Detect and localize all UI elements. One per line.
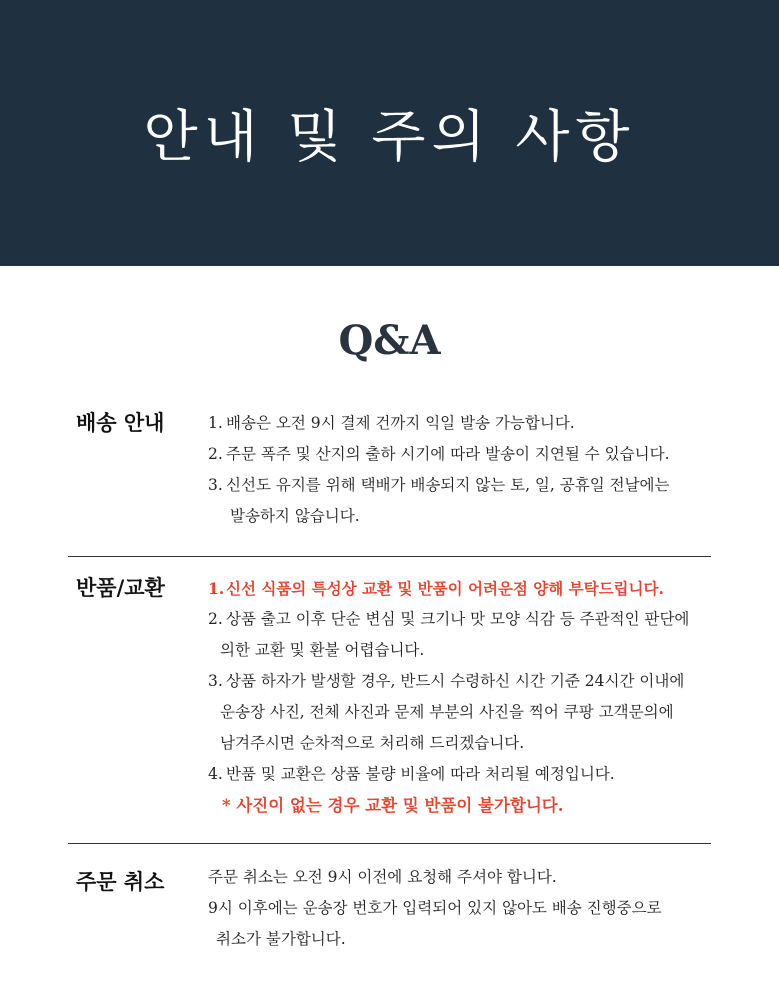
shipping-items <box>208 408 711 532</box>
cancel-line: 취소가 불가합니다. <box>216 930 346 948</box>
cancel-label: 주문 취소 <box>76 870 165 894</box>
list-item: 3. 상품 하자가 발생할 경우, 반드시 수령하신 시간 기준 24시간 이내에 <box>208 672 685 690</box>
returns-items <box>208 573 711 821</box>
returns-label: 반품/교환 <box>76 576 165 600</box>
list-item: 1. 신선 식품의 특성상 교환 및 반품이 어려운점 양해 부탁드립니다. <box>208 579 664 598</box>
list-item: 3. 신선도 유지를 위해 택배가 배송되지 않는 토, 일, 공휴일 전날에는 <box>208 476 670 494</box>
cancel-line: 주문 취소는 오전 9시 이전에 요청해 주셔야 합니다. <box>208 868 557 886</box>
qa-title: Q&A <box>338 317 441 364</box>
divider <box>68 843 711 844</box>
list-item-continuation: 운송장 사진, 전체 사진과 문제 부분의 사진을 찍어 쿠팡 고객문의에 <box>220 703 674 721</box>
cancel-section <box>68 862 711 955</box>
list-item: 1. 배송은 오전 9시 결제 건까지 익일 발송 가능합니다. <box>208 414 575 432</box>
list-item: 4. 반품 및 교환은 상품 불량 비율에 따라 처리될 예정입니다. <box>208 765 615 783</box>
header-banner <box>0 0 779 266</box>
page-title: 안내 및 주의 사항 <box>143 105 636 170</box>
list-item-continuation: 발송하지 않습니다. <box>230 507 360 525</box>
divider <box>68 556 711 557</box>
shipping-section <box>68 408 711 532</box>
list-item: 2. 상품 출고 이후 단순 변심 및 크기나 맛 모양 식감 등 주관적인 판단에 <box>208 610 690 628</box>
list-item: 2. 주문 폭주 및 산지의 출하 시기에 따라 발송이 지연될 수 있습니다. <box>208 445 670 463</box>
list-item-continuation: 남겨주시면 순차적으로 처리해 드리겠습니다. <box>220 734 525 752</box>
list-item-continuation: 의한 교환 및 환불 어렵습니다. <box>220 641 425 659</box>
warning-note: * 사진이 없는 경우 교환 및 반품이 불가합니다. <box>222 796 564 815</box>
shipping-label: 배송 안내 <box>76 411 165 435</box>
cancel-line: 9시 이후에는 운송장 번호가 입력되어 있지 않아도 배송 진행중으로 <box>208 899 662 917</box>
cancel-items <box>208 862 711 955</box>
returns-section <box>68 573 711 821</box>
